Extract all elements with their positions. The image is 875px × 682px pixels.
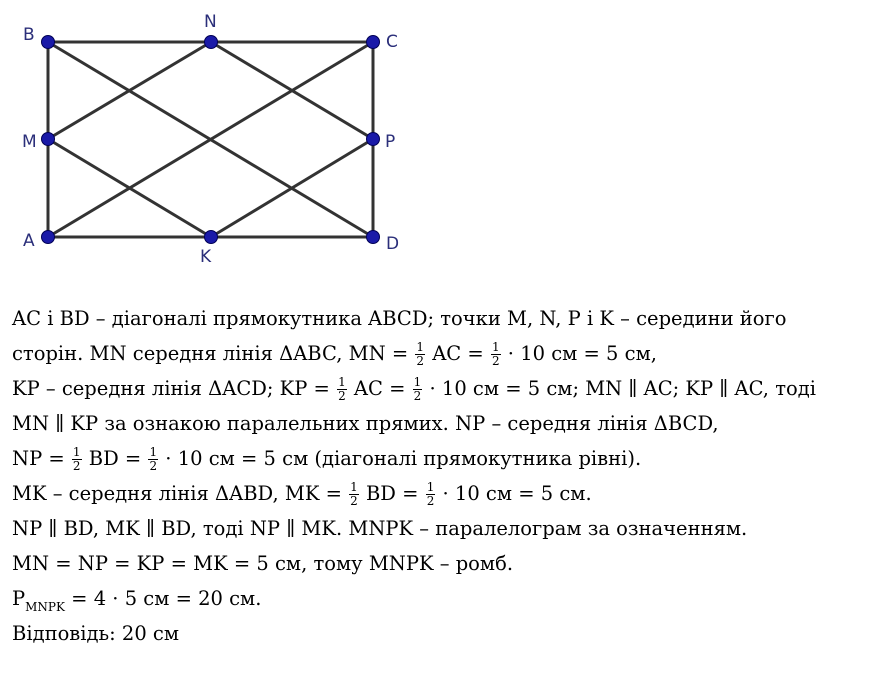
fraction-denominator: 2 [413, 389, 422, 403]
text-parallel: MN ∥ KP за ознакою паралельних прямих. NP – середня лінія ΔBCD, [12, 412, 719, 435]
text-mn-midline: сторін. MN середня лінія ΔABC, MN = [12, 342, 415, 365]
fraction-half [349, 481, 359, 508]
fraction-denominator: 2 [338, 389, 346, 403]
label-D: D [386, 234, 400, 254]
fraction-numerator: 1 [426, 480, 435, 494]
text-bd: BD = [82, 447, 148, 470]
text-rhombus: MN = NP = KP = MK = 5 см, тому MNPK – ромб. [12, 552, 514, 575]
text-diagonals-midpoints: AC і BD – діагоналі прямокутника ABCD; точки M, N, P і K – середини його [12, 307, 787, 330]
fraction-numerator: 1 [416, 340, 425, 354]
solution-text [12, 301, 872, 651]
text-ac: AC = [347, 377, 412, 400]
label-N: N [204, 12, 217, 32]
solution-line-8 [12, 546, 872, 581]
label-C: C [386, 32, 398, 52]
fraction-denominator: 2 [426, 494, 435, 508]
solution-line-10 [12, 616, 872, 651]
fraction-numerator: 1 [491, 340, 500, 354]
text-answer: Відповідь: 20 см [12, 622, 180, 645]
fraction-half [413, 376, 423, 403]
rectangle-diagram [0, 0, 420, 275]
solution-line-6 [12, 476, 872, 511]
text-ac: AC = [426, 342, 490, 365]
fraction-half [337, 376, 347, 403]
fraction-denominator: 2 [72, 459, 81, 473]
text-np: NP = [12, 447, 71, 470]
text-kp-midline: KP – середня лінія ΔACD; KP = [12, 377, 337, 400]
point-M [42, 133, 55, 146]
fraction-half [148, 446, 158, 473]
point-N [205, 36, 218, 49]
fraction-denominator: 2 [491, 354, 500, 368]
text-perimeter-subscript: MNPK [25, 600, 65, 614]
fraction-denominator: 2 [416, 354, 425, 368]
point-A [42, 231, 55, 244]
fraction-half [426, 481, 436, 508]
fraction-half [72, 446, 82, 473]
solution-line-2 [12, 336, 872, 371]
fraction-numerator: 1 [149, 445, 158, 459]
text-mk-midline: MK – середня лінія ΔABD, MK = [12, 482, 349, 505]
fraction-numerator: 1 [413, 375, 422, 389]
text-perimeter-value: = 4 · 5 см = 20 см. [64, 587, 262, 610]
fraction-half [491, 341, 501, 368]
label-K: K [200, 247, 212, 267]
solution-line-4 [12, 406, 872, 441]
solution-line-3 [12, 371, 872, 406]
text-result: · 10 см = 5 см (діагоналі прямокутника рівні). [159, 447, 642, 470]
label-B: B [23, 25, 35, 45]
solution-line-7 [12, 511, 872, 546]
solution-line-9 [12, 581, 872, 616]
text-result: · 10 см = 5 см, [501, 342, 657, 365]
point-K [205, 231, 218, 244]
label-P: P [385, 132, 396, 152]
fraction-denominator: 2 [350, 494, 358, 508]
text-bd: BD = [359, 482, 425, 505]
label-A: A [23, 231, 35, 251]
solution-line-5 [12, 441, 872, 476]
point-P [367, 133, 380, 146]
text-parallelogram: NP ∥ BD, MK ∥ BD, тоді NP ∥ MK. MNPK – паралелограм за означенням. [12, 517, 748, 540]
fraction-numerator: 1 [350, 480, 358, 494]
label-M: M [22, 132, 37, 152]
text-perimeter-symbol: P [12, 587, 26, 610]
solution-line-1 [12, 301, 872, 336]
fraction-numerator: 1 [338, 375, 346, 389]
fraction-half [415, 341, 425, 368]
text-result: · 10 см = 5 см; MN ∥ AC; KP ∥ AC, тоді [423, 377, 816, 400]
point-C [367, 36, 380, 49]
text-result: · 10 см = 5 см. [436, 482, 592, 505]
point-D [367, 231, 380, 244]
fraction-numerator: 1 [72, 445, 81, 459]
fraction-denominator: 2 [149, 459, 158, 473]
point-B [42, 36, 55, 49]
